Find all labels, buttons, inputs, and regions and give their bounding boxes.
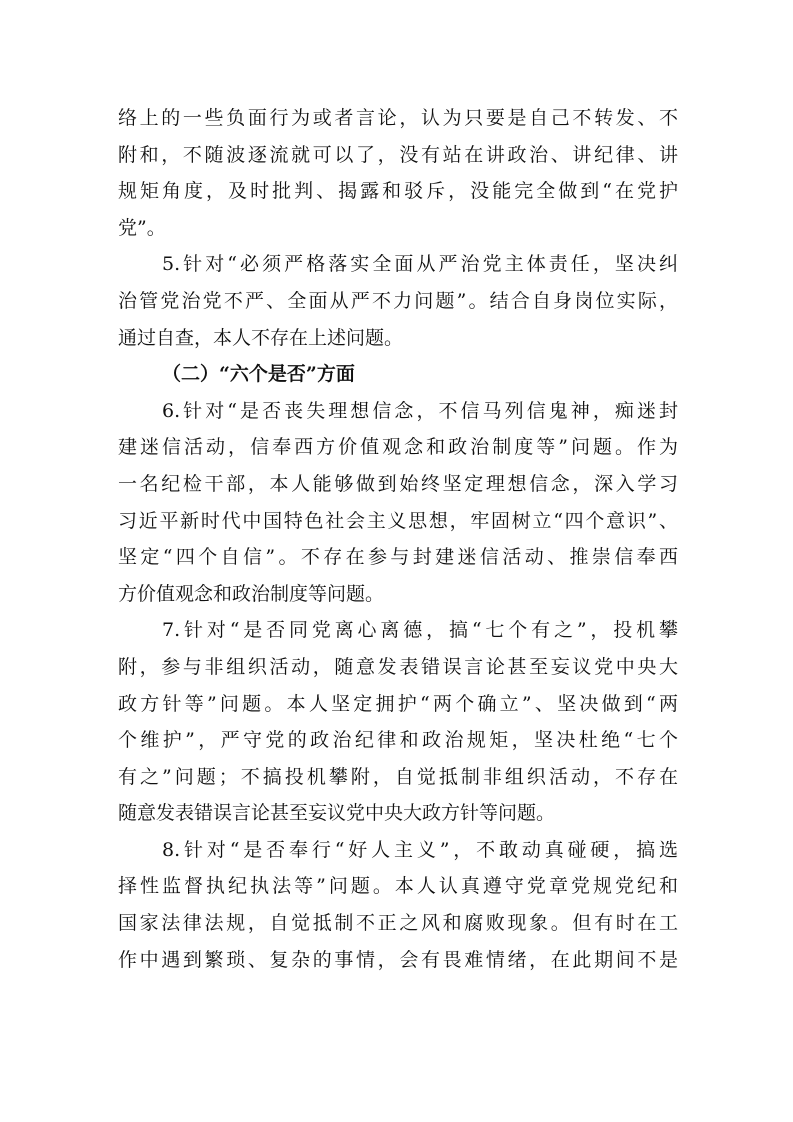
paragraph-item-5 xyxy=(118,246,678,356)
text-line: 作中遇到繁琐、复杂的事情，会有畏难情绪，在此期间不是 xyxy=(118,948,678,971)
text-line: 坚定“四个自信”。不存在参与封建迷信活动、推崇信奉西 xyxy=(118,546,678,569)
text-line: 随意发表错误言论甚至妄议党中央大政方针等问题。 xyxy=(118,802,556,825)
text-line: 个维护”，严守党的政治纪律和政治规矩，坚决杜绝“七个 xyxy=(118,729,678,752)
text-line: 治管党治党不严、全面从严不力问题”。结合自身岗位实际， xyxy=(118,289,678,312)
text-line: 政方针等”问题。本人坚定拥护“两个确立”、坚决做到“两 xyxy=(118,692,678,715)
text-line: 附，参与非组织活动，随意发表错误言论甚至妄议党中央大 xyxy=(118,655,678,678)
text-line: 方价值观念和政治制度等问题。 xyxy=(118,582,385,605)
text-line: 国家法律法规，自觉抵制不正之风和腐败现象。但有时在工 xyxy=(118,912,678,935)
section-heading xyxy=(118,356,678,393)
paragraph-item-6 xyxy=(118,393,678,613)
text-line: 有之”问题；不搞投机攀附，自觉抵制非组织活动，不存在 xyxy=(118,765,678,788)
text-line: 通过自查，本人不存在上述问题。 xyxy=(118,326,404,349)
text-line: 党”。 xyxy=(118,216,166,239)
text-line: 择性监督执纪执法等”问题。本人认真遵守党章党规党纪和 xyxy=(118,875,678,898)
document-body xyxy=(118,100,678,978)
text-line: 8.针对“是否奉行“好人主义”，不敢动真碰硬，搞选 xyxy=(162,838,678,861)
paragraph-continued xyxy=(118,100,678,246)
text-line: 5.针对“必须严格落实全面从严治党主体责任，坚决纠 xyxy=(162,253,678,276)
text-line: 一名纪检干部，本人能够做到始终坚定理想信念，深入学习 xyxy=(118,472,678,495)
text-line: 建迷信活动，信奉西方价值观念和政治制度等”问题。作为 xyxy=(118,436,678,459)
paragraph-item-8 xyxy=(118,832,678,978)
text-line: 规矩角度，及时批判、揭露和驳斥，没能完全做到“在党护 xyxy=(118,180,678,203)
text-line: 附和，不随波逐流就可以了，没有站在讲政治、讲纪律、讲 xyxy=(118,143,678,166)
text-line: 习近平新时代中国特色社会主义思想，牢固树立“四个意识”、 xyxy=(118,509,678,532)
text-line: 络上的一些负面行为或者言论，认为只要是自己不转发、不 xyxy=(118,107,678,129)
text-line: 7.针对“是否同党离心离德，搞“七个有之”，投机攀 xyxy=(162,619,678,642)
text-line: 6.针对“是否丧失理想信念，不信马列信鬼神，痴迷封 xyxy=(162,399,678,422)
section-heading-text: （二）“六个是否”方面 xyxy=(162,363,355,386)
paragraph-item-7 xyxy=(118,612,678,832)
